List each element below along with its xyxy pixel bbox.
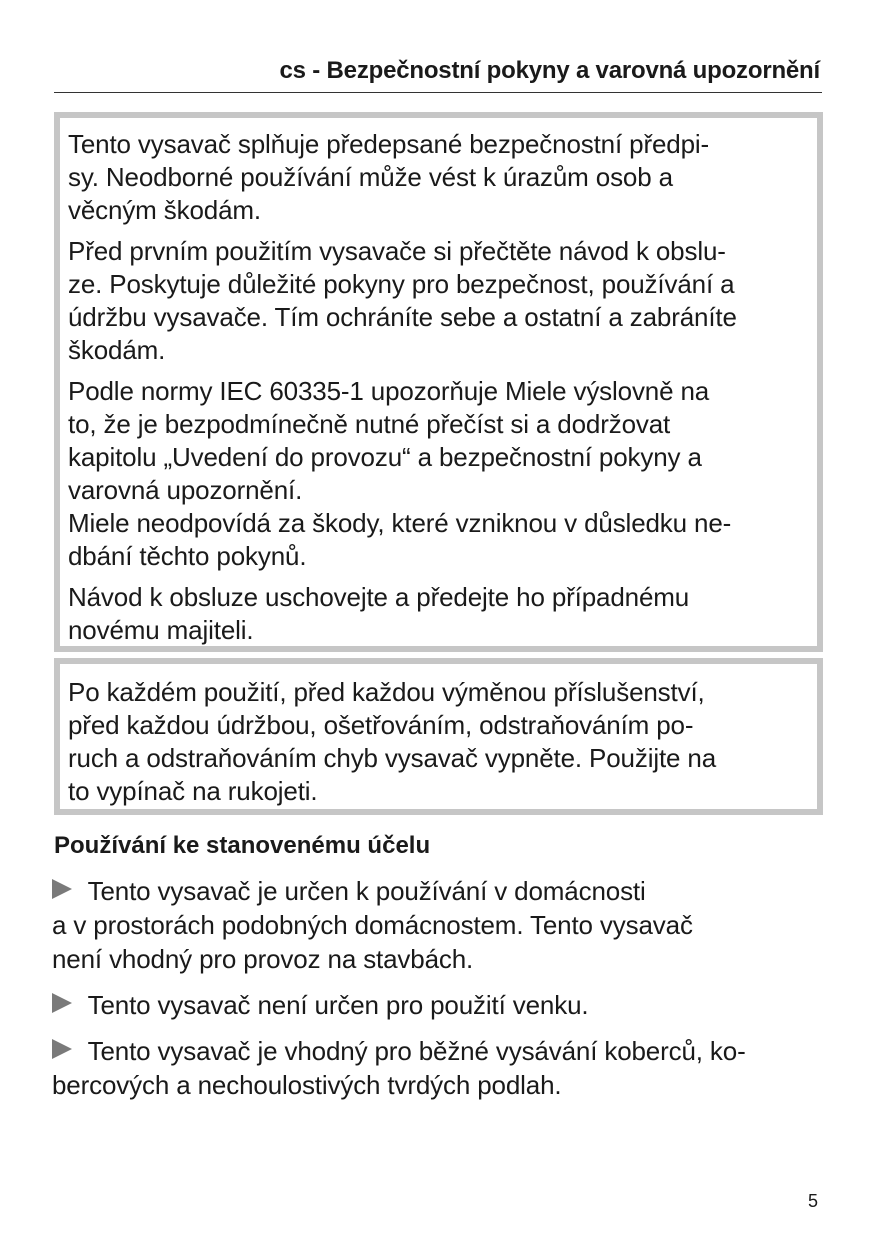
page-header-title: cs - Bezpečnostní pokyny a varovná upozornění [279,57,820,84]
intro-paragraph: Tento vysavač splňuje předepsané bezpečnostní předpi- sy. Neodborné používání může vést k úrazům osob a věcným škodám. [68,129,710,225]
header-divider [54,92,822,93]
bullet-list [52,874,822,1114]
bullet-item [52,874,822,976]
intro-paragraph: Návod k obsluze uschovejte a předejte ho případnému novému majiteli. [68,582,690,645]
section-heading: Používání ke stanovenému účelu [54,832,431,859]
switch-off-warning-box [54,658,823,815]
bullet-text: Tento vysavač je vhodný pro běžné vysávání koberců, ko- bercových a nechoulostivých tvrdých podlah. [52,1036,746,1100]
bullet-text: Tento vysavač je určen k používání v domácnosti a v prostorách podobných domácnostem. Tento vysavač není vhodný pro provoz na stavbách. [52,876,693,974]
warning-paragraph: Po každém použití, před každou výměnou příslušenství, před každou údržbou, ošetřováním, odstraňováním po- ruch a odstraňováním chyb vysavač vypněte. Použijte na to vypínač na rukojeti. [68,677,717,806]
bullet-text: Tento vysavač není určen pro použití venku. [81,990,589,1020]
safety-intro-box [54,112,823,652]
triangle-right-icon [52,1039,72,1059]
bullet-item [52,988,822,1022]
intro-paragraph: Podle normy IEC 60335-1 upozorňuje Miele výslovně na to, že je bezpodmínečně nutné přečíst si a dodržovat kapitolu „Uvedení do provozu“ a bezpečnostní pokyny a varovná upozornění. [68,376,710,505]
triangle-right-icon [52,993,72,1013]
triangle-right-icon [52,879,72,899]
intro-paragraph: Před prvním použitím vysavače si přečtěte návod k obslu- ze. Poskytuje důležité pokyny pro bezpečnost, používání a údržbu vysavače. Tím ochráníte sebe a ostatní a zabráníte škodám. [68,236,737,365]
bullet-item [52,1034,822,1102]
page-number: 5 [808,1191,819,1211]
intro-paragraph: Miele neodpovídá za škody, které vzniknou v důsledku ne- dbání těchto pokynů. [68,508,732,571]
